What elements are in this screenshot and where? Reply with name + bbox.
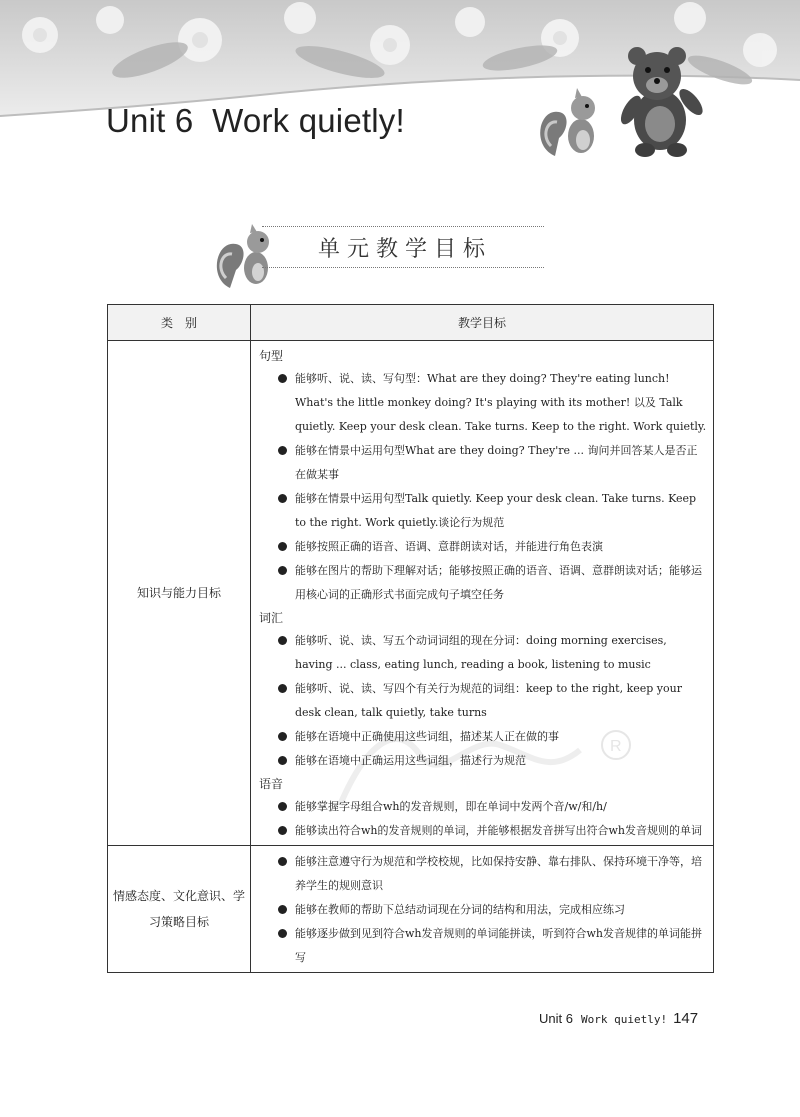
list-item: 能够听、说、读、写四个有关行为规范的词组：keep to the right, keep your desk clean, talk quietly, take turns: [259, 677, 707, 725]
section-heading: 单元教学目标: [318, 237, 493, 262]
bear-icon: [615, 40, 705, 164]
footer-unit: Unit 6: [539, 1011, 573, 1026]
list-item: 能够在教师的帮助下总结动词现在分词的结构和用法，完成相应练习: [259, 898, 707, 922]
page-number: 147: [673, 1010, 699, 1027]
list-item: 能够逐步做到见到符合wh发音规则的单词能拼读，听到符合wh发音规律的单词能拼写: [259, 922, 707, 970]
list-item: 能够听、说、读、写五个动词词组的现在分词：doing morning exercises, having ... class, eating lunch, reading a book, listening to music: [259, 629, 707, 677]
category-cell: 知识与能力目标: [108, 341, 251, 846]
table-header-row: [108, 305, 714, 341]
goal-list: [259, 795, 707, 843]
goal-subheading: 句型: [259, 349, 284, 363]
column-header-category: 类 别: [108, 305, 251, 341]
column-header-goals: 教学目标: [251, 305, 714, 341]
list-item: 能够按照正确的语音、语调、意群朗读对话，并能进行角色表演: [259, 535, 707, 559]
squirrel-icon: [537, 86, 607, 162]
goal-list: [259, 367, 707, 607]
list-item: 能够注意遵守行为规范和学校校规，比如保持安静、靠右排队、保持环境干净等，培养学生的规则意识: [259, 850, 707, 898]
teaching-goals-table: [107, 304, 714, 973]
goal-subheading: 词汇: [259, 611, 284, 625]
page-footer: [539, 1010, 698, 1027]
list-item: 能够读出符合wh的发音规则的单词，并能够根据发音拼写出符合wh发音规则的单词: [259, 819, 707, 843]
list-item: 能够在图片的帮助下理解对话；能够按照正确的语音、语调、意群朗读对话；能够运用核心词的正确形式书面完成句子填空任务: [259, 559, 707, 607]
goal-list: [259, 850, 707, 970]
list-item: 能够听、说、读、写句型：What are they doing? They're eating lunch! What's the little monkey doing? It's playing with its mother! 以及 Talk quietly. Keep your desk clean. Take turns. Keep to the right. Work quietly.: [259, 367, 707, 439]
list-item: 能够在语境中正确运用这些词组，描述行为规范: [259, 749, 707, 773]
unit-title: Unit 6 Work quietly!: [106, 102, 405, 139]
svg-text:R: R: [610, 738, 622, 755]
category-cell: 情感态度、文化意识、学习策略目标: [108, 846, 251, 973]
list-item: 能够在语境中正确使用这些词组，描述某人正在做的事: [259, 725, 707, 749]
list-item: 能够掌握字母组合wh的发音规则，即在单词中发两个音/w/和/h/: [259, 795, 707, 819]
footer-title: Work quietly!: [580, 1013, 668, 1026]
goal-list: [259, 629, 707, 773]
goals-cell: [251, 341, 714, 846]
table-row: [108, 341, 714, 846]
goal-subheading: 语音: [259, 777, 284, 791]
goals-cell: [251, 846, 714, 973]
table-row: [108, 846, 714, 973]
list-item: 能够在情景中运用句型What are they doing? They're ... 询问并回答某人是否正在做某事: [259, 439, 707, 487]
list-item: 能够在情景中运用句型Talk quietly. Keep your desk clean. Take turns. Keep to the right. Work quietly.谈论行为规范: [259, 487, 707, 535]
